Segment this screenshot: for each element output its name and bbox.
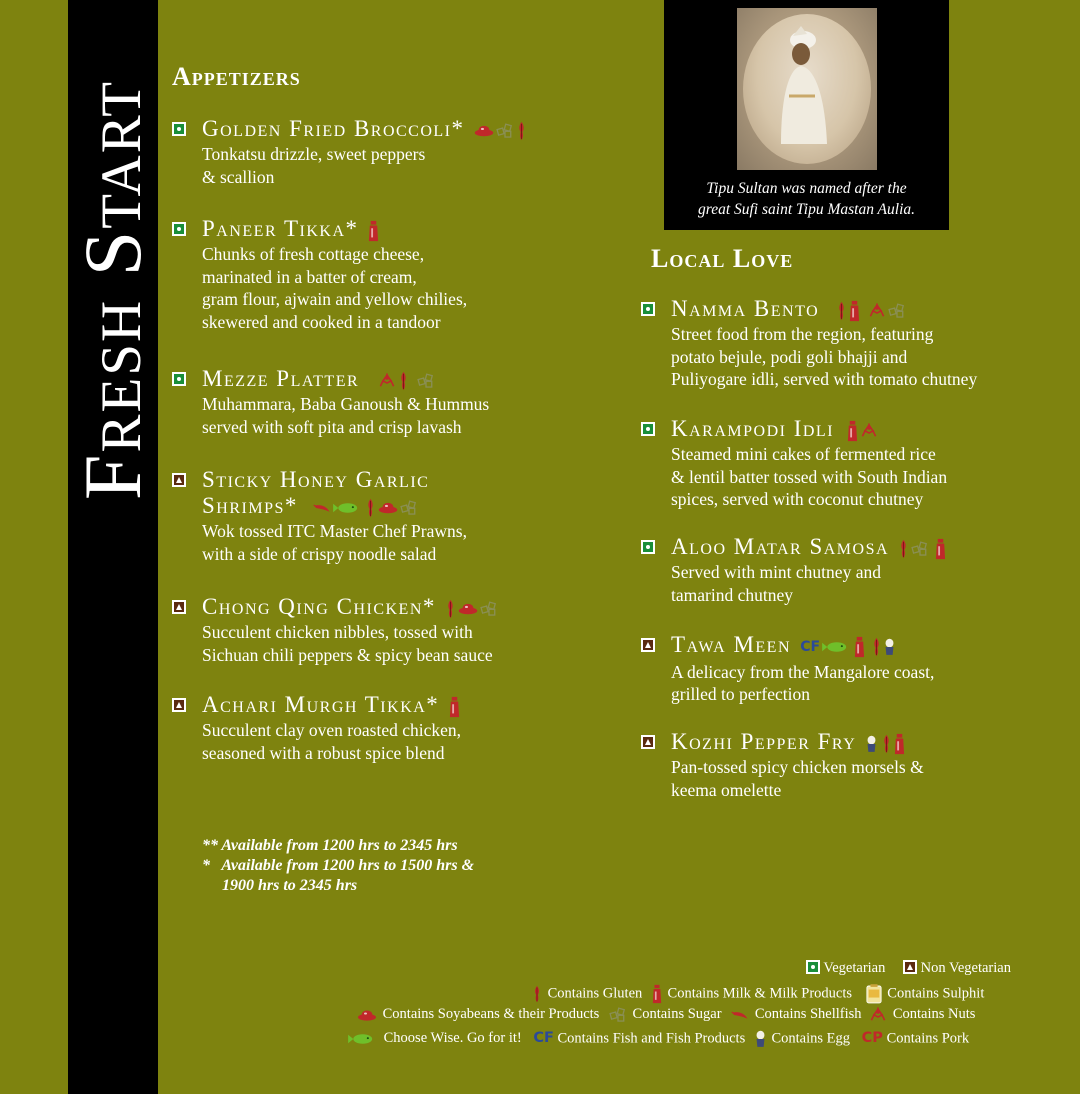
item-description: A delicacy from the Mangalore coast, grilled to perfection xyxy=(671,661,935,705)
item-name: Kozhi Pepper Fry xyxy=(671,729,857,754)
gluten-icon xyxy=(881,734,892,754)
choose-wise-icon xyxy=(333,502,359,514)
item-description: Succulent chicken nibbles, tossed with Sichuan chili peppers & spicy bean sauce xyxy=(202,622,493,665)
item-name: Achari Murgh Tikka* xyxy=(202,692,440,717)
side-title: Fresh Start xyxy=(67,79,158,501)
vegetarian-mark-icon xyxy=(641,302,655,316)
milk-icon xyxy=(449,696,460,718)
milk-icon xyxy=(652,984,662,1004)
vegetarian-mark-icon xyxy=(641,422,655,436)
non-vegetarian-mark-icon xyxy=(172,600,186,614)
vegetarian-mark-icon xyxy=(806,960,820,974)
non-vegetarian-mark-icon xyxy=(641,638,655,652)
sugar-icon xyxy=(400,500,418,515)
sugar-icon xyxy=(480,601,498,616)
fish-icon: CF xyxy=(533,1030,554,1047)
nuts-icon xyxy=(860,423,878,438)
item-description: Succulent clay oven roasted chicken, seasoned with a robust spice blend xyxy=(202,720,461,763)
legend-pork: Contains Pork xyxy=(886,1030,970,1047)
sugar-icon xyxy=(417,373,435,388)
choose-wise-icon xyxy=(822,641,848,653)
legend-nuts: Contains Nuts xyxy=(892,1006,976,1022)
sugar-icon xyxy=(888,303,906,318)
item-name-continued: Shrimps* xyxy=(202,493,298,518)
legend-vegetarian: Vegetarian xyxy=(823,960,886,976)
sugar-icon xyxy=(609,1007,627,1022)
vegetarian-mark-icon xyxy=(172,372,186,386)
egg-icon xyxy=(884,638,895,656)
item-name: Paneer Tikka* xyxy=(202,216,359,241)
item-description: Muhammara, Baba Ganoush & Hummus served with soft pita and crisp lavash xyxy=(202,394,490,437)
gluten-icon xyxy=(516,121,527,141)
nuts-icon xyxy=(378,373,396,388)
legend-shellfish: Contains Shellfish xyxy=(754,1006,862,1022)
sugar-icon xyxy=(496,123,514,138)
egg-icon xyxy=(755,1030,766,1048)
soy-icon xyxy=(378,501,398,514)
nuts-icon xyxy=(869,1007,887,1022)
legend-choose-wise: Choose Wise. Go for it! xyxy=(383,1030,522,1047)
item-description: Wok tossed ITC Master Chef Prawns, with a side of crispy noodle salad xyxy=(202,521,467,564)
gluten-icon xyxy=(532,985,542,1003)
photo-panel xyxy=(664,0,949,230)
milk-icon xyxy=(849,300,860,322)
appetizers-title: Appetizers xyxy=(172,62,301,91)
legend-soy: Contains Soyabeans & their Products xyxy=(382,1006,600,1022)
vegetarian-mark-icon xyxy=(641,540,655,554)
legend-sugar: Contains Sugar xyxy=(632,1006,722,1022)
item-name: Namma Bento xyxy=(671,296,820,321)
soy-icon xyxy=(357,1009,377,1021)
gluten-icon xyxy=(898,539,909,559)
gluten-icon xyxy=(398,371,409,391)
legend-fish: Contains Fish and Fish Products xyxy=(557,1030,746,1047)
soy-icon xyxy=(474,124,494,137)
tipu-sultan-portrait xyxy=(737,8,877,170)
shellfish-icon xyxy=(313,503,331,513)
item-description: Steamed mini cakes of fermented rice & lentil batter tossed with South Indian spices, served with coconut chutney xyxy=(671,444,948,509)
item-description: Pan-tossed spicy chicken morsels & keema omelette xyxy=(671,757,924,800)
legend-gluten: Contains Gluten xyxy=(547,985,643,1002)
pork-icon: CP xyxy=(861,1030,883,1047)
gluten-icon xyxy=(836,301,847,321)
choose-wise-icon xyxy=(348,1033,374,1045)
item-description: Chunks of fresh cottage cheese, marinated in a batter of cream, gram flour, ajwain and yellow chilies, skewered and cooked in a tandoor xyxy=(202,244,468,332)
item-name: Golden Fried Broccoli* xyxy=(202,116,465,141)
fish-icon: CF xyxy=(800,638,821,655)
item-description: Served with mint chutney and tamarind chutney xyxy=(671,562,881,605)
gluten-icon xyxy=(445,599,456,619)
availability-notes: ** Available from 1200 hrs to 2345 hrs * Available from 1200 hrs to 1500 hrs & 1900 hrs to 2345 hrs xyxy=(202,837,475,894)
milk-icon xyxy=(935,538,946,560)
legend-milk: Contains Milk & Milk Products xyxy=(667,985,853,1002)
gluten-icon xyxy=(365,498,376,518)
item-name: Tawa Meen xyxy=(671,632,792,657)
item-name: Mezze Platter xyxy=(202,366,360,391)
item-name: Chong Qing Chicken* xyxy=(202,594,436,619)
legend-non-vegetarian: Non Vegetarian xyxy=(920,960,1011,976)
milk-icon xyxy=(847,420,858,442)
gluten-icon xyxy=(871,637,882,657)
legend-sulphite: Contains Sulphit xyxy=(887,985,985,1002)
non-vegetarian-mark-icon xyxy=(641,735,655,749)
milk-icon xyxy=(368,220,379,242)
sugar-icon xyxy=(911,541,929,556)
item-description: Tonkatsu drizzle, sweet peppers & scallion xyxy=(202,144,426,187)
vegetarian-mark-icon xyxy=(172,122,186,136)
nuts-icon xyxy=(868,303,886,318)
legend-egg: Contains Egg xyxy=(771,1030,851,1047)
milk-icon xyxy=(894,733,905,755)
sulphite-icon xyxy=(866,984,882,1004)
soy-icon xyxy=(458,602,478,615)
item-description: Street food from the region, featuring potato bejule, podi goli bhajji and Puliyogare idli, served with tomato chutney xyxy=(671,324,978,389)
item-name: Karampodi Idli xyxy=(671,416,835,441)
shellfish-icon xyxy=(731,1010,749,1020)
non-vegetarian-mark-icon xyxy=(172,698,186,712)
non-vegetarian-mark-icon xyxy=(172,473,186,487)
photo-caption: Tipu Sultan was named after the great Sufi saint Tipu Mastan Aulia. xyxy=(697,180,916,218)
item-name: Aloo Matar Samosa xyxy=(671,534,890,559)
non-vegetarian-mark-icon xyxy=(903,960,917,974)
local-love-title: Local Love xyxy=(651,244,794,273)
item-name: Sticky Honey Garlic xyxy=(202,467,430,492)
egg-icon xyxy=(866,735,877,753)
milk-icon xyxy=(854,636,865,658)
vegetarian-mark-icon xyxy=(172,222,186,236)
